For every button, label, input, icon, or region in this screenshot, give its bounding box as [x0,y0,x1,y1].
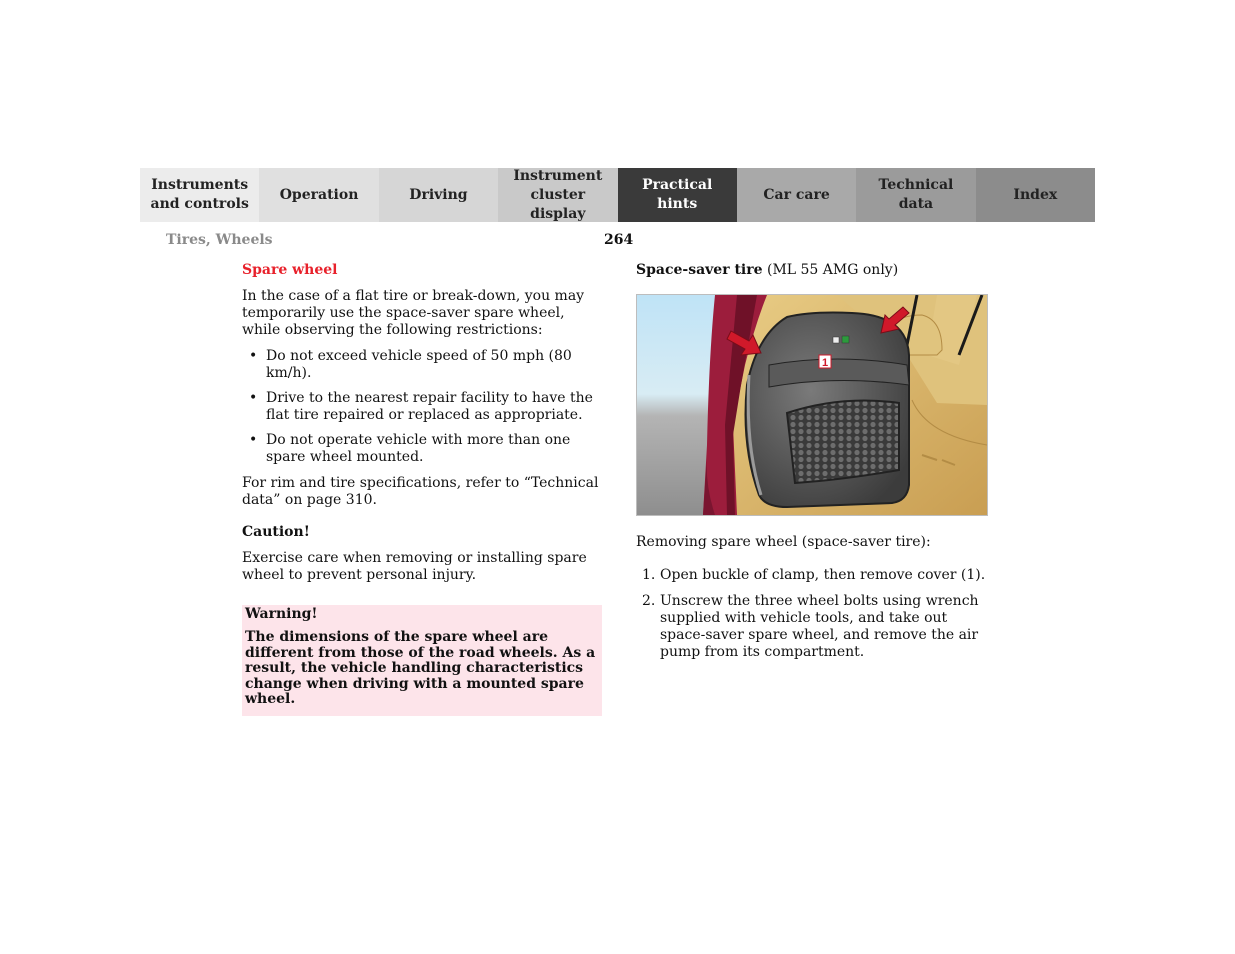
caution-title: Caution! [242,524,310,540]
step-number: 1. [642,567,656,583]
removal-steps [636,567,996,661]
tab-operation[interactable]: Operation [259,168,378,222]
right-column [636,262,996,670]
figure-title [636,262,996,279]
warning-title: Warning! [245,606,318,622]
left-column [242,262,602,716]
tab-technical-data[interactable]: Technical data [856,168,975,222]
spare-wheel-illustration [636,294,988,516]
list-item [636,593,996,661]
spec-reference: For rim and tire specifications, refer to “Technical data” on page 310. [242,475,599,508]
warning-text: The dimensions of the spare wheel are different from those of the road wheels. As a result, the vehicle handling characteristics change when driving with a mounted spare wheel. [245,629,596,707]
list-item: • Do not exceed vehicle speed of 50 mph (80 km/h). [242,348,602,382]
step-text: Open buckle of clamp, then remove cover (1). [660,567,986,583]
removing-intro: Removing spare wheel (space-saver tire): [636,534,931,550]
section-title: Tires, Wheels [166,232,273,248]
tab-practical-hints[interactable]: Practical hints [618,168,737,222]
step-text: Unscrew the three wheel bolts using wrench supplied with vehicle tools, and take out space-saver spare wheel, and remove the air pump from its compartment. [660,593,979,660]
tab-driving[interactable]: Driving [379,168,498,222]
tab-instrument-cluster-display[interactable]: Instrument cluster display [498,168,617,222]
cargo-area-illustration [637,295,987,515]
tab-car-care[interactable]: Car care [737,168,856,222]
restrictions-list [242,348,602,466]
tab-instruments-and-controls[interactable]: Instruments and controls [140,168,259,222]
spare-wheel-heading: Spare wheel [242,262,338,278]
figure-title-rest: (ML 55 AMG only) [762,262,899,278]
list-item: • Do not operate vehicle with more than one spare wheel mounted. [242,432,602,466]
intro-paragraph: In the case of a flat tire or break-down, you may temporarily use the space-saver spare wheel, while observing the following restrictions: [242,288,585,338]
chapter-nav [140,168,1095,222]
tab-index[interactable]: Index [976,168,1095,222]
warning-box [242,605,602,716]
list-item [636,567,996,584]
figure-title-bold: Space-saver tire [636,262,763,278]
list-item: • Drive to the nearest repair facility to have the flat tire repaired or replaced as appropriate. [242,390,602,424]
page-number: 264 [604,232,634,248]
caution-text: Exercise care when removing or installing spare wheel to prevent personal injury. [242,550,587,583]
figure-callout-1: 1 [821,357,829,369]
step-number: 2. [642,593,656,609]
